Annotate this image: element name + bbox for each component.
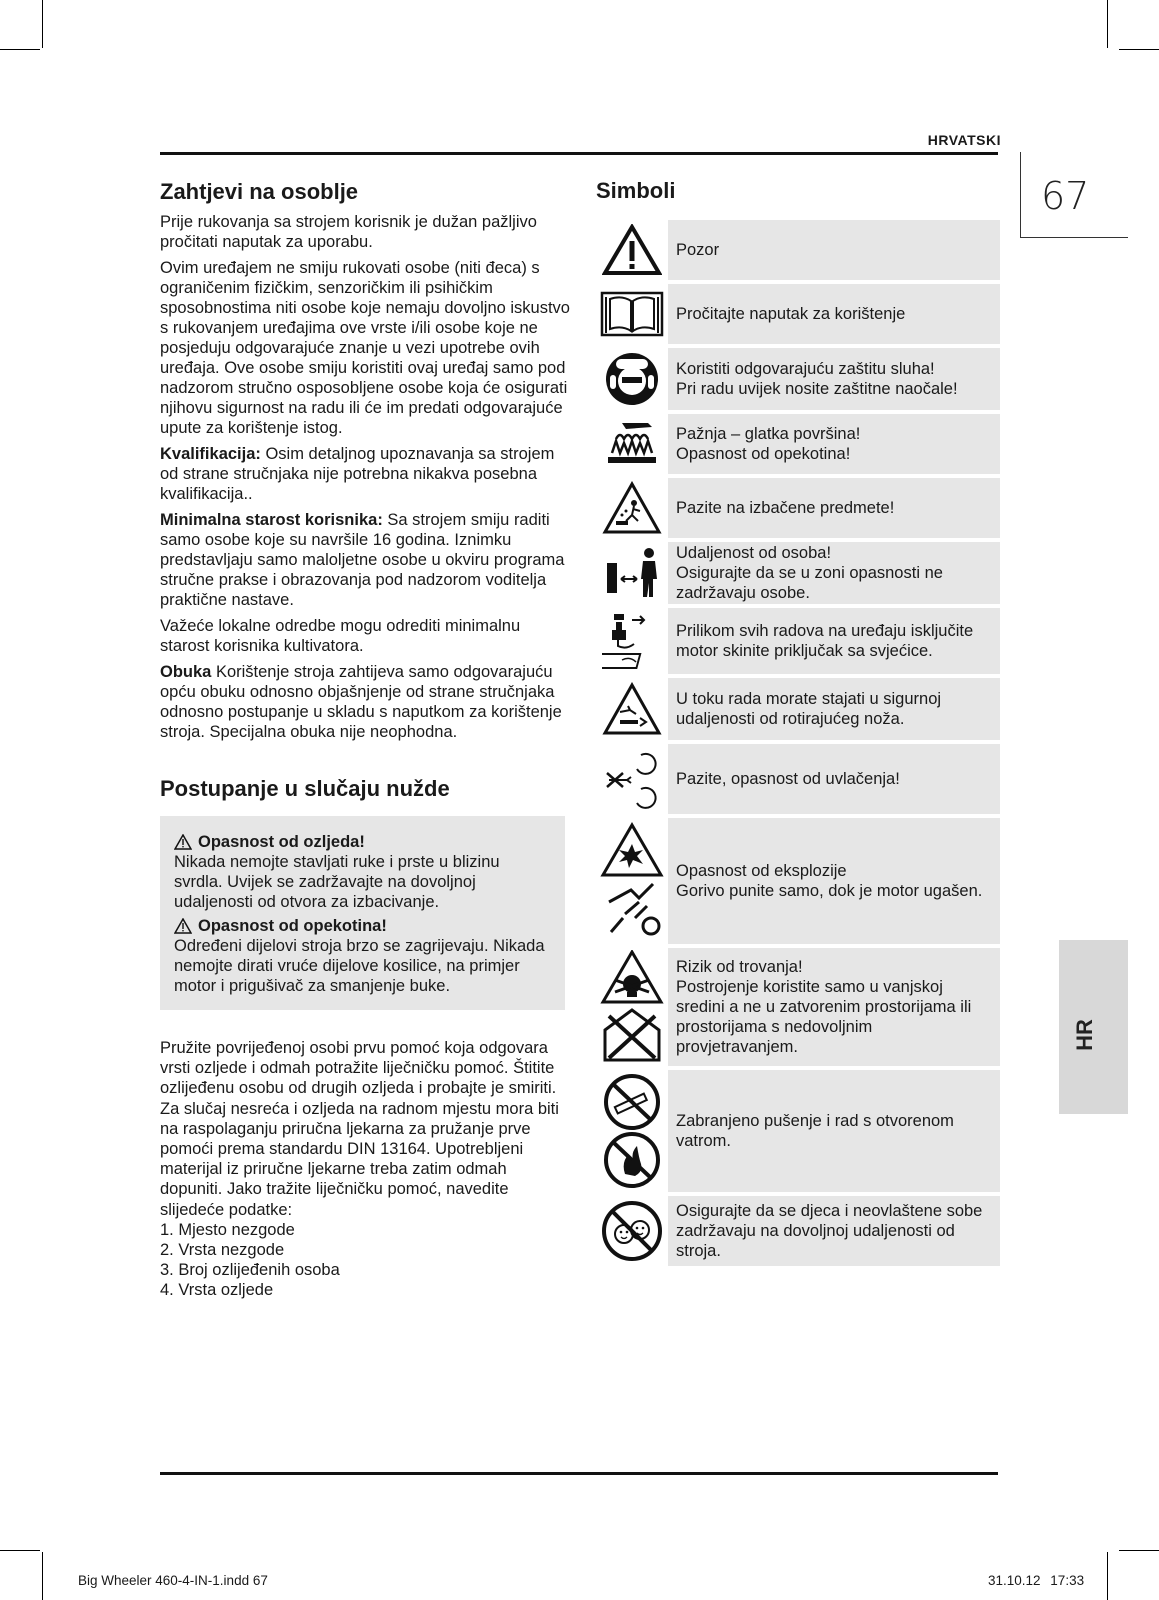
footer-timestamp: 31.10.12 17:33 [988,1573,1085,1588]
footer-filename: Big Wheeler 460-4-IN-1.indd 67 [78,1573,268,1588]
paragraph: Ovim uređajem ne smiju rukovati osobe (niti đeca) s ograničenim fizičkim, senzoričkim ili psihičkim sposobnostima niti osobe koje nemaju dovoljno iskustvo s rukovanjem uređajima ove vrste i/ili osobe koje ne posjeduju odgovarajuće znanje u vezi upotrebe ovih uređaja. Ove osobe smiju koristiti ovaj uređaj samo pod nadzorom stručno osposobljene osobe koja će osigurati njihovu sigurnost na radu ili će im predati odgovarajuće upute za korištenje istog. [160,259,570,437]
symbol-row [596,818,1000,944]
warning-title-text: Opasnost od ozljeda! [198,833,365,851]
symbol-text: Koristiti odgovarajuću zaštitu sluha! Pri radu uvijek nosite zaštitne naočale! [676,360,958,398]
language-tab [1059,940,1128,1114]
spark-plug-icon [602,610,662,672]
symbol-row [596,478,1000,538]
list-item: 3. Broj ozlijeđenih osoba [160,1261,340,1280]
warning-icon [174,834,192,850]
minimum-age-paragraph [160,510,570,610]
symbol-row [596,1196,1000,1266]
warning-text: Određeni dijelovi stroja brzo se zagrijevaju. Nikada nemojte dirati vruće dijelove kosilice, na primjer motor i prigušivač za smanjenje buke. [174,937,545,995]
language-label: HRVATSKI [927,132,1001,148]
list-item: 2. Vrsta nezgode [160,1241,285,1260]
list-item: 4. Vrsta ozljede [160,1281,274,1300]
entanglement-icon [601,747,663,811]
inline-text: Sa strojem smiju raditi samo osobe koje su navršile 16 godina. Iznimku predstavljaju samo maloljetne osobe u okviru programa stručne prakse i obrazovanja pod nadzorom voditelja praktične nastave. [160,511,565,609]
header-rule [160,152,998,155]
symbol-text: Udaljenost od osoba! Osigurajte da se u zoni opasnosti ne zadržavaju osobe. [676,544,943,602]
symbol-text: Pročitajte naputak za korištenje [676,305,906,323]
warning-icon [602,224,662,276]
page-number: 67 [1041,174,1090,218]
keep-distance-icon [601,545,663,601]
warning-text: Nikada nemojte stavljati ruke i prste u blizinu svrdla. Uvijek se zadržavajte na dovoljnoj udaljenosti od otvora za izbacivanje. [174,853,500,911]
warning-title [174,916,551,936]
paragraph: Prije rukovanja sa strojem korisnik je dužan pažljivo pročitati naputak za uporabu. [160,213,537,251]
poison-icon [599,950,665,1064]
crop-mark [1119,1550,1159,1551]
warning-icon [174,918,192,934]
symbol-row [596,348,1000,410]
symbol-text: Pozor [676,241,720,259]
symbol-row [596,608,1000,674]
symbol-text: U toku rada morate stajati u sigurnoj udaljenosti od rotirajućeg noža. [676,690,942,728]
paragraph: Važeće lokalne odredbe mogu odrediti minimalnu starost korisnika kultivatora. [160,617,521,655]
symbol-row [596,948,1000,1066]
crop-mark [42,0,43,48]
symbol-text: Osigurajte da se djeca i neovlaštene sobe zadržavaju na dovoljnoj udaljenosti od stroja. [676,1202,983,1260]
explosion-icon [599,822,665,940]
section-heading: Simboli [596,178,676,203]
personnel-requirements-section [160,178,570,748]
symbol-text: Zabranjeno pušenje i rad s otvorenom vatrom. [676,1112,954,1150]
symbol-text: Pažnja – glatka površina! Opasnost od opekotina! [676,425,861,463]
manual-icon [600,289,664,339]
crop-mark [1107,1552,1108,1600]
symbol-text: Prilikom svih radova na uređaju isključite motor skinite priključak sa svjećice. [676,622,974,660]
crop-mark [0,49,40,50]
inline-label: Kvalifikacija: [160,445,261,463]
warning-title [174,832,551,852]
hot-surface-icon [602,417,662,471]
crop-mark [42,1552,43,1600]
qualification-paragraph [160,444,570,504]
crop-mark [0,1550,40,1551]
paragraph: Pružite povrijeđenoj osobi prvu pomoć koja odgovara vrsti ozljede i odmah potražite liječničku pomoć. Štitite ozlijeđenu osobu od drugih ozljeda i probajte je smiriti. Za slučaj nesreća i ozljeda na radnom mjestu mora biti na raspolaganju priručna ljekarna za pružanje prve pomoći prema standardu DIN 13164. Upotrebljeni materijal iz priručne ljekarne treba zatim odmah dopuniti. Jako tražite liječničku pomoć, navedite slijedeće podatke: [160,1039,559,1219]
warning-title-text: Opasnost od opekotina! [198,917,387,935]
symbol-text: Pazite, opasnost od uvlačenja! [676,770,900,788]
training-paragraph [160,662,570,742]
symbol-row [596,220,1000,280]
rotating-blade-icon [602,682,662,736]
inline-label: Obuka [160,663,212,681]
thrown-objects-icon [602,481,662,535]
section-heading: Postupanje u slučaju nužde [160,776,450,801]
ear-eye-protection-icon [604,351,660,407]
list-item: 1. Mjesto nezgode [160,1220,295,1239]
inline-text: Korištenje stroja zahtijeva samo odgovarajuću opću obuku odnosno objašnjenje od strane stručnjaka odnosno postupanje u skladu s naputkom za korištenje stroja. Specijalna obuka nije neophodna. [160,663,562,741]
crop-mark [1107,0,1108,48]
crop-mark [1119,49,1159,50]
footer-rule [160,1472,998,1475]
symbol-row [596,542,1000,604]
symbol-row [596,414,1000,474]
symbol-row [596,284,1000,344]
language-tab-label: HR [1071,1019,1097,1051]
no-smoking-icon [601,1072,663,1190]
symbol-row [596,1070,1000,1192]
inline-text: Osim detaljnog upoznavanja sa strojem od strane stručnjaka nije potrebna nikakva posebna kvalifikacija.. [160,445,555,503]
symbol-row [596,678,1000,740]
symbol-row [596,744,1000,814]
first-aid-section [160,1038,570,1301]
page-number-box [1020,152,1128,238]
symbol-text: Opasnost od eksplozije Gorivo punite samo, dok je motor ugašen. [676,862,983,900]
symbol-text: Pazite na izbačene predmete! [676,499,895,517]
section-heading: Zahtjevi na osoblje [160,179,359,204]
symbol-text: Rizik od trovanja! Postrojenje koristite samo u vanjskoj sredini a ne u zatvorenim prostorijama ili prostorijama s nedovoljnim provjetravanjem. [676,958,972,1056]
inline-label: Minimalna starost korisnika: [160,511,383,529]
keep-children-away-icon [601,1200,663,1262]
warning-box [160,816,565,1010]
